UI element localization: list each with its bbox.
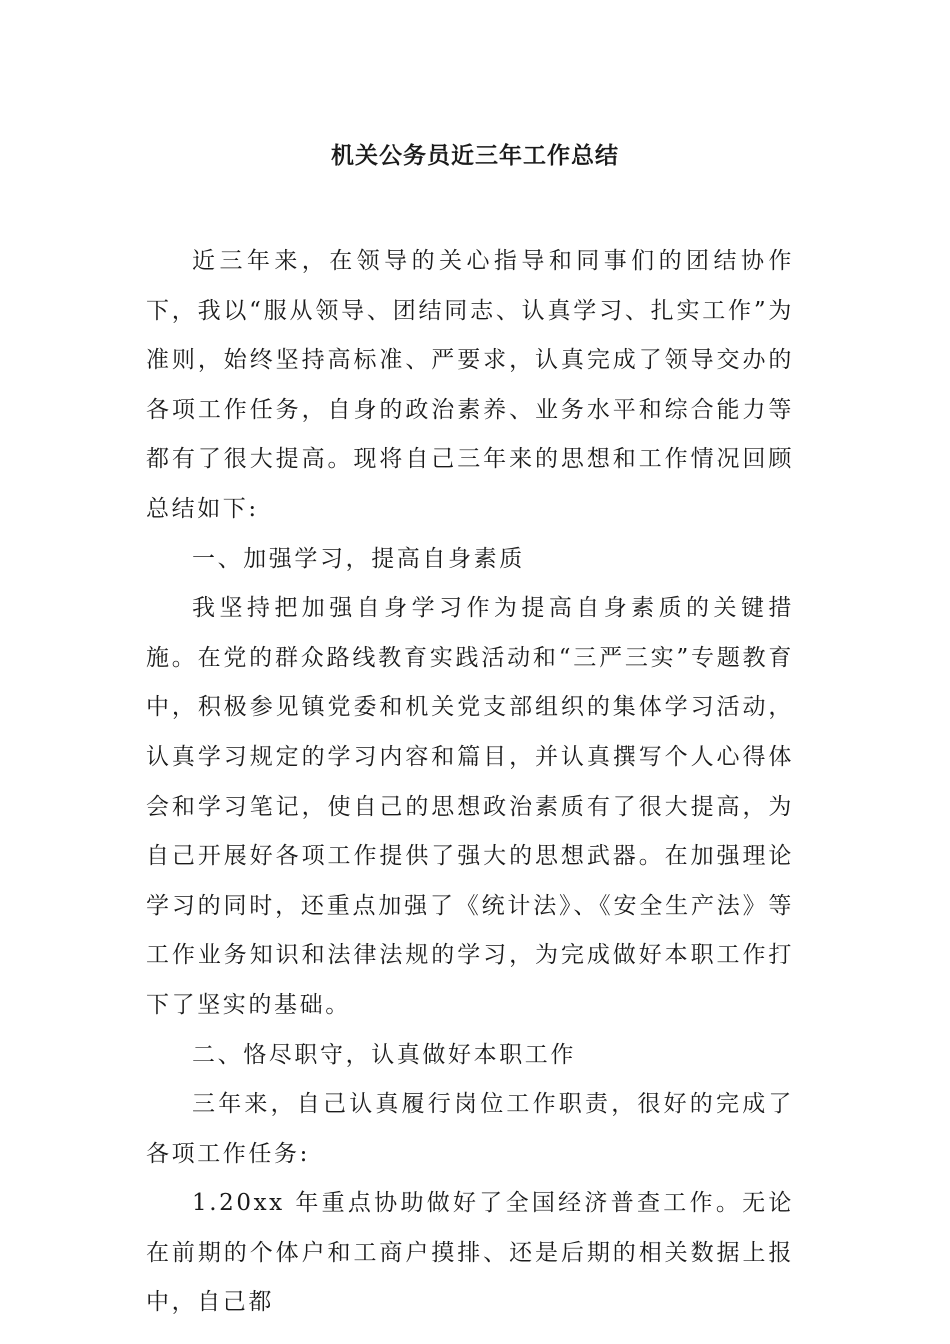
study-paragraph: 我坚持把加强自身学习作为提高自身素质的关键措施。在党的群众路线教育实践活动和“三严三实”专题教育中，积极参见镇党委和机关党支部组织的集体学习活动，认真学习规定的学习内容和篇目，并认真撰写个人心得体会和学习笔记，使自己的思想政治素质有了很大提高，为自己开展好各项工作提供了强大的思想武器。在加强理论学习的同时，还重点加强了《统计法》、《安全生产法》等工作业务知识和法律法规的学习，为完成做好本职工作打下了坚实的基础。 <box>146 595 794 1018</box>
section-heading-1: 一、加强学习，提高自身素质 <box>192 545 525 572</box>
intro-paragraph: 近三年来，在领导的关心指导和同事们的团结协作下，我以“服从领导、团结同志、认真学习、扎实工作”为准则，始终坚持高标准、严要求，认真完成了领导交办的各项工作任务，自身的政治素养、业务水平和综合能力等都有了很大提高。现将自己三年来的思想和工作情况回顾总结如下: <box>146 248 794 522</box>
section-heading-2: 二、恪尽职守，认真做好本职工作 <box>192 1041 576 1068</box>
document-title: 机关公务员近三年工作总结 <box>331 143 619 169</box>
census-paragraph: 1.20xx 年重点协助做好了全国经济普查工作。无论在前期的个体户和工商户摸排、还是后期的相关数据上报中，自己都 <box>146 1190 794 1316</box>
duties-paragraph: 三年来，自己认真履行岗位工作职责，很好的完成了各项工作任务: <box>146 1091 794 1167</box>
document-body <box>146 237 794 1328</box>
